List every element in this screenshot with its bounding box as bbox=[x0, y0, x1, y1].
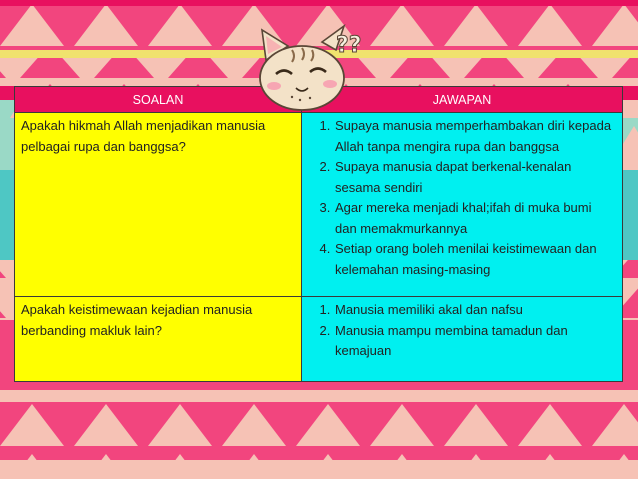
answer-cell bbox=[302, 297, 623, 382]
qa-table-container bbox=[14, 86, 622, 382]
qa-table bbox=[14, 86, 623, 382]
answer-item: 2. Supaya manusia dapat berkenal-kenalan sesama sendiri bbox=[334, 157, 616, 198]
answer-list bbox=[308, 300, 616, 362]
answer-item: 3. Agar mereka menjadi khal;ifah di muka bumi dan memakmurkannya bbox=[334, 198, 616, 239]
header-jawapan: JAWAPAN bbox=[302, 87, 623, 113]
answer-item: 1. Manusia memiliki akal dan nafsu bbox=[334, 300, 616, 321]
answer-list bbox=[308, 116, 616, 280]
cat-face-icon bbox=[252, 22, 362, 112]
question-cell: Apakah hikmah Allah menjadikan manusia pelbagai rupa dan banggsa? bbox=[15, 113, 302, 297]
table-row bbox=[15, 297, 623, 382]
answer-item: 4. Setiap orang boleh menilai keistimewaan dan kelemahan masing-masing bbox=[334, 239, 616, 280]
answer-cell bbox=[302, 113, 623, 297]
question-cell: Apakah keistimewaan kejadian manusia berbanding makluk lain? bbox=[15, 297, 302, 382]
table-row bbox=[15, 113, 623, 297]
header-soalan: SOALAN bbox=[15, 87, 302, 113]
question-marks-text: ?? bbox=[336, 33, 362, 58]
answer-item: 1. Supaya manusia memperhambakan diri kepada Allah tanpa mengira rupa dan banggsa bbox=[334, 116, 616, 157]
answer-item: 2. Manusia mampu membina tamadun dan kemajuan bbox=[334, 321, 616, 362]
